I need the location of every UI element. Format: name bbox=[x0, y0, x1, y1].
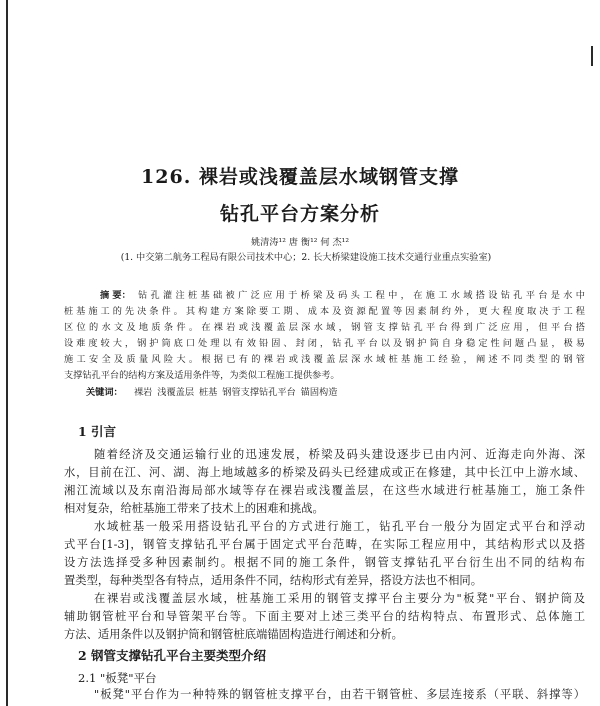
abstract-line: 桩基施工的先决条件。其构建方案除要工期、成本及资源配置等因素制约外，更大程度取决于工程 bbox=[64, 306, 585, 317]
intro-paragraph-3-line: 辅助钢管桩平台和导管架平台等。下面主要对上述三类平台的结构特点、布置形式、总体施工 bbox=[64, 610, 585, 623]
abstract-line: 施工安全及质量风险大。根据已有的裸岩或浅覆盖层深水域桩基施工经验，阐述不同类型的钢管 bbox=[64, 354, 585, 365]
intro-paragraph-3-line: 方法、适用条件以及钢护筒和钢管桩底端锚固构造进行阐述和分析。 bbox=[64, 628, 403, 641]
intro-paragraph-1-line: 水，目前在江、河、湖、海上地域越多的桥梁及码头已经建成或正在修建，其中长江中上游水域、 bbox=[64, 466, 585, 479]
intro-paragraph-1-line: 随着经济及交通运输行业的迅速发展，桥梁及码头建设逐步已由内河、近海走向外海、深 bbox=[94, 448, 585, 461]
keywords-label: 关键词： bbox=[86, 387, 123, 398]
intro-paragraph-2-line: 水域桩基一般采用搭设钻孔平台的方式进行施工，钻孔平台一般分为固定式平台和浮动 bbox=[94, 520, 585, 533]
intro-paragraph-1-line: 相对复杂，给桩基施工带来了技术上的困难和挑战。 bbox=[64, 502, 324, 515]
abstract-line: 支撑钻孔平台的结构方案及适用条件等，为类似工程施工提供参考。 bbox=[64, 370, 340, 381]
scan-left-edge bbox=[6, 0, 8, 706]
intro-paragraph-3-line: 在裸岩或浅覆盖层水域，桩基施工采用的钢管支撑平台主要分为"板凳"平台、钢护筒及 bbox=[94, 592, 585, 605]
scan-mark bbox=[591, 46, 593, 66]
section-1-heading: 1 引言 bbox=[78, 424, 117, 439]
affiliation: (1. 中交第二航务工程局有限公司技术中心；2. 长大桥梁建设施工技术交通行业重点实验室) bbox=[120, 252, 492, 263]
intro-paragraph-2-line: 置类型，每种类型各有特点，适用条件不同，结构形式有差异，搭设方法也不相同。 bbox=[64, 574, 482, 587]
paper-title-line-1: 126. 裸岩或浅覆盖层水域钢管支撑 bbox=[141, 166, 459, 188]
abstract-line: 区位的水文及地质条件。在裸岩或浅覆盖层深水域，钢管支撑钻孔平台得到广泛应用，但平台搭 bbox=[64, 322, 585, 333]
abstract-label: 摘 要： bbox=[100, 290, 131, 301]
section-2-heading: 2 钢管支撑钻孔平台主要类型介绍 bbox=[78, 648, 267, 663]
paper-title-line-2: 钻孔平台方案分析 bbox=[219, 203, 380, 225]
intro-paragraph-2-line: 式平台[1-3]，钢管支撑钻孔平台属于固定式平台范畴，在实际工程应用中，其结构形式以及搭 bbox=[64, 538, 585, 551]
abstract-line: 钻孔灌注桩基础被广泛应用于桥梁及码头工程中，在施工水域搭设钻孔平台是水中 bbox=[138, 290, 585, 301]
authors: 姚清涛¹² 唐 衡¹² 何 杰¹² bbox=[250, 237, 350, 248]
abstract-line: 设难度较大，钢护筒底口处理以有效铅固、封闭，钻孔平台以及钢护筒自身稳定性问题凸显，极易 bbox=[64, 338, 585, 349]
intro-paragraph-2-line: 设方法选择受多种因素制约。根据不同的施工条件，钢管支撑钻孔平台衍生出不同的结构布 bbox=[64, 556, 585, 569]
intro-paragraph-1-line: 湘江流域以及东南沿海局部水域等存在裸岩或浅覆盖层，在这些水域进行桩基施工，施工条件 bbox=[64, 484, 585, 497]
body-text-line: "板凳"平台作为一种特殊的钢管桩支撑平台，由若干钢管桩、多层连接系（平联、斜撑等） bbox=[94, 688, 585, 701]
keywords-text: 裸岩 浅覆盖层 桩基 钢管支撑钻孔平台 锚固构造 bbox=[134, 387, 338, 398]
section-2-1-heading: 2.1 "板凳"平台 bbox=[78, 671, 157, 685]
